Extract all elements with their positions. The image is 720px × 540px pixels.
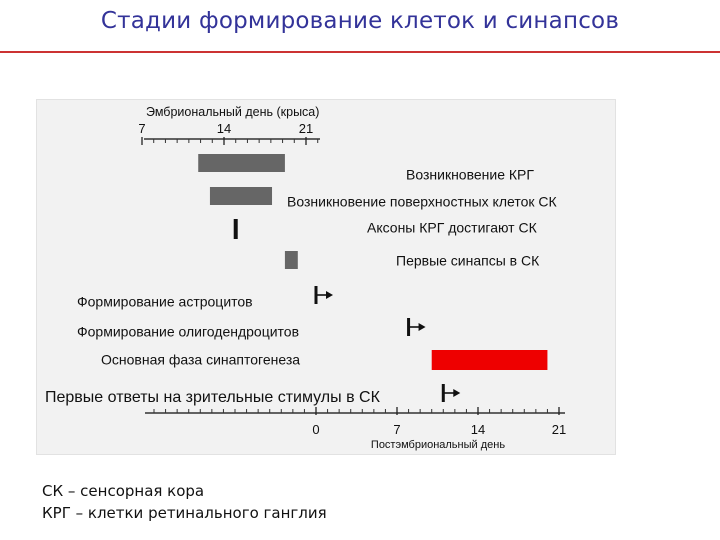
event-row (101, 350, 547, 370)
embryonic-axis-tick-label: 14 (216, 121, 232, 136)
event-row (285, 251, 540, 269)
event-row (198, 154, 534, 183)
postnatal-axis-tick-label: 14 (470, 422, 486, 437)
event-bar (198, 154, 285, 172)
event-label: Формирование астроцитов (77, 293, 253, 310)
event-row (77, 318, 426, 340)
event-row (45, 384, 460, 406)
page-title: Стадии формирование клеток и синапсов (100, 8, 620, 34)
event-onset-arrow (315, 286, 334, 304)
event-row (77, 286, 333, 310)
postnatal-axis-tick-label: 0 (312, 422, 320, 437)
legend-item-krg: КРГ – клетки ретинального ганглия (42, 504, 327, 522)
event-label: Аксоны КРГ достигают СК (367, 219, 537, 236)
event-row (234, 219, 538, 239)
event-bar (285, 251, 298, 269)
embryonic-axis (138, 105, 320, 145)
embryonic-axis-tick-label: 7 (138, 121, 146, 136)
event-label: Основная фаза синаптогенеза (101, 351, 301, 368)
event-rows (45, 154, 557, 406)
postnatal-axis (145, 407, 566, 451)
event-label: Возникновение поверхностных клеток СК (287, 193, 557, 210)
event-bar (432, 350, 548, 370)
event-row (210, 187, 558, 210)
event-bar (210, 187, 272, 205)
event-label: Формирование олигодендроцитов (77, 323, 300, 340)
postnatal-axis-tick-label: 21 (551, 422, 567, 437)
event-label: Первые синапсы в СК (396, 252, 540, 269)
embryonic-axis-tick-label: 21 (298, 121, 314, 136)
event-label: Первые ответы на зрительные стимулы в СК (45, 389, 380, 407)
event-onset-arrow (442, 384, 461, 402)
legend-item-sk: СК – сенсорная кора (42, 482, 205, 500)
embryonic-axis-title: Эмбриональный день (крыса) (146, 105, 320, 119)
event-onset-arrow (407, 318, 426, 336)
event-tick (234, 219, 238, 239)
event-label: Возникновение КРГ (406, 166, 534, 183)
postnatal-axis-tick-label: 7 (393, 422, 401, 437)
postnatal-axis-title: Постэмбриональный день (370, 439, 506, 451)
